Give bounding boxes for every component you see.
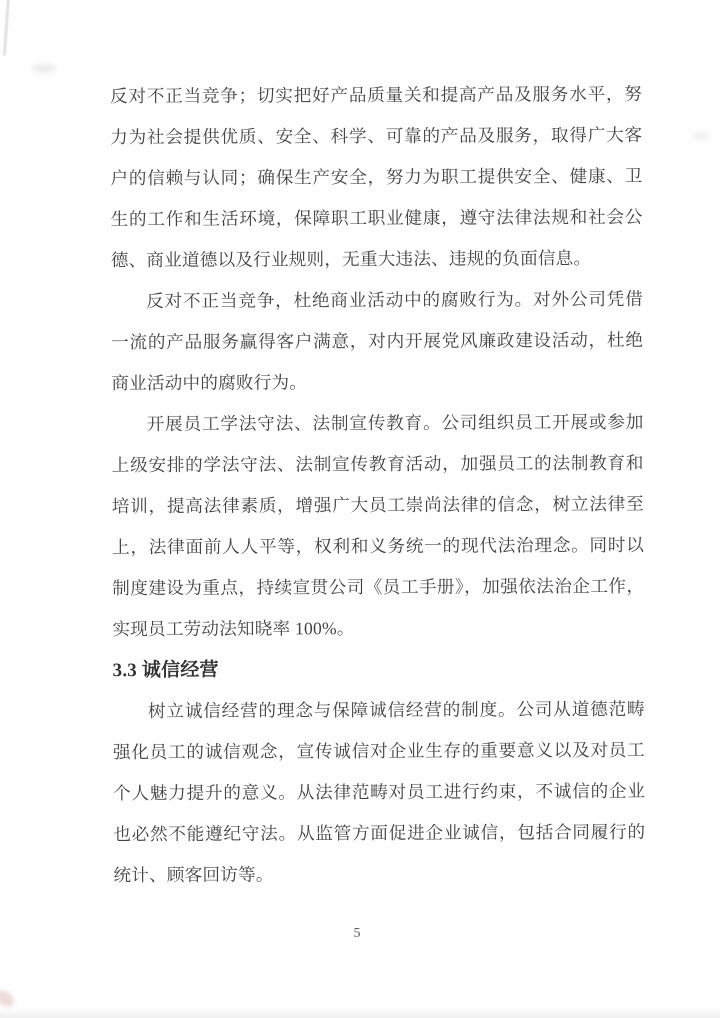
scan-artifact-line	[3, 0, 10, 56]
paragraph-anti-corruption: 反对不正当竞争，杜绝商业活动中的腐败行为。对外公司凭借一流的产品服务赢得客户满意，对内开展党风廉政建设活动，杜绝商业活动中的腐败行为。	[111, 288, 644, 394]
scan-artifact-corner	[0, 987, 17, 1010]
page-body-text	[110, 74, 646, 896]
paragraph-integrity-management: 树立诚信经营的理念与保障诚信经营的制度。公司从道德范畴强化员工的诚信观念，宣传诚信对企业生存的重要意义以及对员工个人魅力提升的意义。从法律范畴对员工进行约束，不诚信的企业也必然不能遵纪守法。从监管方面促进企业诚信，包括合同履行的统计、顾客回访等。	[112, 698, 646, 886]
section-heading-3-3: 3.3 诚信经营	[112, 659, 219, 682]
scan-artifact-smudge	[32, 64, 56, 73]
scan-artifact-smudge	[693, 132, 709, 140]
scan-edge-shadow	[0, 1008, 720, 1018]
page-number: 5	[353, 926, 361, 941]
paragraph-fair-competition-quality: 反对不正当竞争；切实把好产品质量关和提高产品及服务水平，努力为社会提供优质、安全、科学、可靠的产品及服务，取得广大客户的信赖与认同；确保生产安全，努力为职工提供安全、健康、卫生的工作和生活环境，保障职工职业健康，遵守法律法规和社会公德、商业道德以及行业规则，无重大违法、违规的负面信息。	[110, 83, 643, 271]
paragraph-legal-education: 开展员工学法守法、法制宣传教育。公司组织员工开展或参加上级安排的学法守法、法制宣传教育活动，加强员工的法制教育和培训，提高法律素质，增强广大员工崇尚法律的信念，树立法律至上，法律面前人人平等，权利和义务统一的现代法治理念。同时以制度建设为重点，持续宣贯公司《员工手册》，加强依法治企工作，实现员工劳动法知晓率 100%。	[111, 411, 645, 640]
